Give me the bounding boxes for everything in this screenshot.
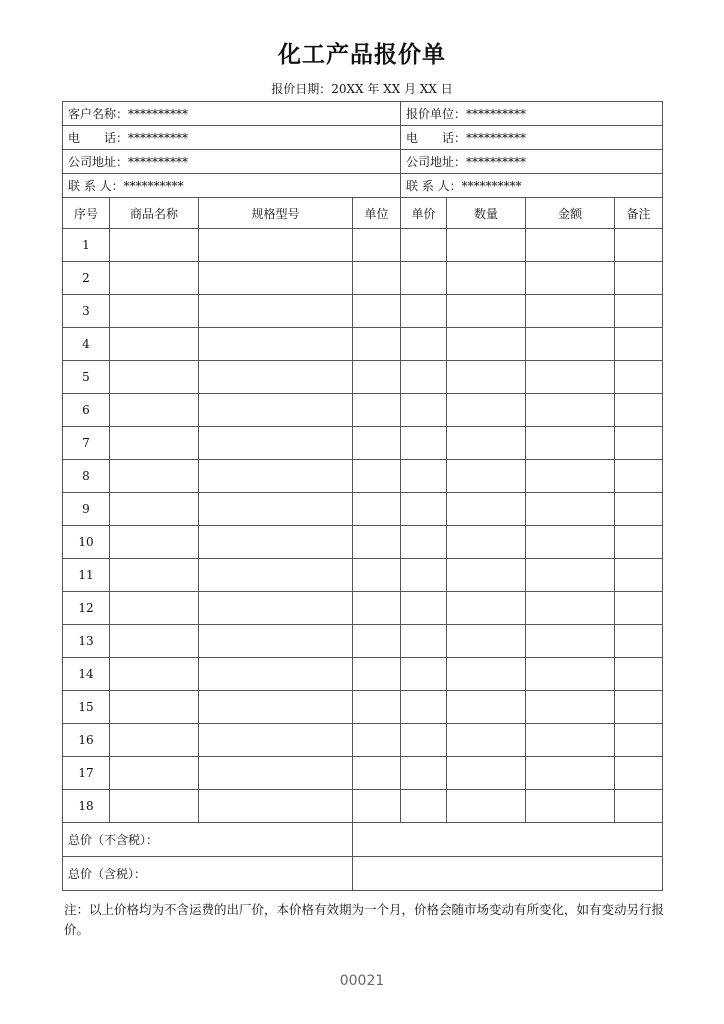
table-cell[interactable] xyxy=(526,526,615,559)
table-cell[interactable] xyxy=(353,790,401,823)
table-cell[interactable] xyxy=(110,559,199,592)
table-cell[interactable] xyxy=(401,295,447,328)
row-number: 16 xyxy=(63,724,110,757)
table-cell[interactable] xyxy=(401,361,447,394)
row-number: 17 xyxy=(63,757,110,790)
table-cell[interactable] xyxy=(526,460,615,493)
table-cell[interactable] xyxy=(110,592,199,625)
info-row xyxy=(63,126,663,150)
quoter-address-field: 公司地址：********** xyxy=(401,150,663,174)
quoting-company-field: 报价单位：********** xyxy=(401,102,663,126)
table-row xyxy=(63,526,663,559)
table-cell[interactable] xyxy=(110,427,199,460)
table-cell[interactable] xyxy=(615,625,663,658)
table-cell[interactable] xyxy=(353,361,401,394)
table-cell[interactable] xyxy=(353,526,401,559)
table-cell[interactable] xyxy=(526,691,615,724)
column-header: 规格型号 xyxy=(199,198,353,229)
table-cell[interactable] xyxy=(447,526,526,559)
table-cell[interactable] xyxy=(353,295,401,328)
table-row xyxy=(63,625,663,658)
table-cell[interactable] xyxy=(401,592,447,625)
row-number: 9 xyxy=(63,493,110,526)
table-cell[interactable] xyxy=(447,328,526,361)
table-cell[interactable] xyxy=(615,559,663,592)
table-row xyxy=(63,328,663,361)
table-cell[interactable] xyxy=(447,592,526,625)
column-header: 单位 xyxy=(353,198,401,229)
table-cell[interactable] xyxy=(526,790,615,823)
table-cell[interactable] xyxy=(526,262,615,295)
table-cell[interactable] xyxy=(199,625,353,658)
table-cell[interactable] xyxy=(199,592,353,625)
row-number: 4 xyxy=(63,328,110,361)
row-number: 2 xyxy=(63,262,110,295)
customer-name-field: 客户名称：********** xyxy=(63,102,401,126)
row-number: 14 xyxy=(63,658,110,691)
table-cell[interactable] xyxy=(526,328,615,361)
table-cell[interactable] xyxy=(110,757,199,790)
row-number: 18 xyxy=(63,790,110,823)
quoter-contact-field: 联 系 人：********** xyxy=(401,174,663,198)
table-cell[interactable] xyxy=(401,724,447,757)
table-cell[interactable] xyxy=(615,229,663,262)
table-cell[interactable] xyxy=(447,658,526,691)
table-cell[interactable] xyxy=(401,559,447,592)
table-cell[interactable] xyxy=(199,790,353,823)
table-cell[interactable] xyxy=(199,460,353,493)
table-cell[interactable] xyxy=(526,229,615,262)
table-body xyxy=(63,102,663,891)
info-row xyxy=(63,102,663,126)
table-cell[interactable] xyxy=(199,328,353,361)
table-cell[interactable] xyxy=(199,724,353,757)
table-cell[interactable] xyxy=(110,262,199,295)
customer-phone-field: 电 话：********** xyxy=(63,126,401,150)
row-number: 12 xyxy=(63,592,110,625)
table-cell[interactable] xyxy=(447,427,526,460)
table-cell[interactable] xyxy=(353,559,401,592)
table-cell[interactable] xyxy=(615,493,663,526)
table-cell[interactable] xyxy=(110,460,199,493)
table-cell[interactable] xyxy=(401,262,447,295)
table-cell[interactable] xyxy=(353,625,401,658)
table-cell[interactable] xyxy=(401,328,447,361)
table-cell[interactable] xyxy=(353,691,401,724)
table-cell[interactable] xyxy=(447,493,526,526)
quoter-phone-field: 电 话：********** xyxy=(401,126,663,150)
table-cell[interactable] xyxy=(353,427,401,460)
table-cell[interactable] xyxy=(353,724,401,757)
table-cell[interactable] xyxy=(353,460,401,493)
table-row xyxy=(63,757,663,790)
table-cell[interactable] xyxy=(401,658,447,691)
table-cell[interactable] xyxy=(615,262,663,295)
total-incl-tax-value[interactable] xyxy=(353,857,663,891)
row-number: 5 xyxy=(63,361,110,394)
table-cell[interactable] xyxy=(447,361,526,394)
table-cell[interactable] xyxy=(110,790,199,823)
table-cell[interactable] xyxy=(110,361,199,394)
table-cell[interactable] xyxy=(615,460,663,493)
page-number: 00021 xyxy=(339,973,385,989)
column-header: 单价 xyxy=(401,198,447,229)
document-title: 化工产品报价单 xyxy=(278,42,446,68)
table-cell[interactable] xyxy=(401,427,447,460)
table-cell[interactable] xyxy=(615,724,663,757)
table-cell[interactable] xyxy=(615,757,663,790)
table-cell[interactable] xyxy=(526,295,615,328)
table-cell[interactable] xyxy=(615,361,663,394)
table-cell[interactable] xyxy=(110,658,199,691)
table-cell[interactable] xyxy=(526,757,615,790)
table-cell[interactable] xyxy=(615,526,663,559)
table-row xyxy=(63,658,663,691)
table-cell[interactable] xyxy=(401,691,447,724)
table-cell[interactable] xyxy=(110,625,199,658)
table-cell[interactable] xyxy=(615,328,663,361)
table-cell[interactable] xyxy=(110,526,199,559)
total-excl-tax-value[interactable] xyxy=(353,823,663,857)
table-row xyxy=(63,493,663,526)
row-number: 13 xyxy=(63,625,110,658)
total-excl-tax-label: 总价（不含税）： xyxy=(63,823,353,857)
table-cell[interactable] xyxy=(447,625,526,658)
table-cell[interactable] xyxy=(615,427,663,460)
table-cell[interactable] xyxy=(615,394,663,427)
table-cell[interactable] xyxy=(110,493,199,526)
table-cell[interactable] xyxy=(110,394,199,427)
table-cell[interactable] xyxy=(401,460,447,493)
table-cell[interactable] xyxy=(526,361,615,394)
info-row xyxy=(63,174,663,198)
column-header: 序号 xyxy=(63,198,110,229)
column-header-row xyxy=(63,198,663,229)
table-cell[interactable] xyxy=(615,691,663,724)
table-row xyxy=(63,361,663,394)
table-row xyxy=(63,427,663,460)
table-cell[interactable] xyxy=(447,394,526,427)
customer-contact-field: 联 系 人：********** xyxy=(63,174,401,198)
table-cell[interactable] xyxy=(401,493,447,526)
table-cell[interactable] xyxy=(199,361,353,394)
table-cell[interactable] xyxy=(353,757,401,790)
column-header: 备注 xyxy=(615,198,663,229)
table-row xyxy=(63,460,663,493)
row-number: 8 xyxy=(63,460,110,493)
table-row xyxy=(63,262,663,295)
column-header: 商品名称 xyxy=(110,198,199,229)
column-header: 金额 xyxy=(526,198,615,229)
table-cell[interactable] xyxy=(199,493,353,526)
table-cell[interactable] xyxy=(615,790,663,823)
table-cell[interactable] xyxy=(447,295,526,328)
table-cell[interactable] xyxy=(110,724,199,757)
table-cell[interactable] xyxy=(401,757,447,790)
table-cell[interactable] xyxy=(615,592,663,625)
table-cell[interactable] xyxy=(447,460,526,493)
table-row xyxy=(63,691,663,724)
table-cell[interactable] xyxy=(526,625,615,658)
total-incl-tax-label: 总价（含税）： xyxy=(63,857,353,891)
total-excl-tax-row xyxy=(63,823,663,857)
table-cell[interactable] xyxy=(401,625,447,658)
info-row xyxy=(63,150,663,174)
table-row xyxy=(63,229,663,262)
table-cell[interactable] xyxy=(353,262,401,295)
table-row xyxy=(63,559,663,592)
table-cell[interactable] xyxy=(447,790,526,823)
table-cell[interactable] xyxy=(199,295,353,328)
table-cell[interactable] xyxy=(447,262,526,295)
table-cell[interactable] xyxy=(353,658,401,691)
table-cell[interactable] xyxy=(110,691,199,724)
table-cell[interactable] xyxy=(401,790,447,823)
table-cell[interactable] xyxy=(447,757,526,790)
table-cell[interactable] xyxy=(447,724,526,757)
table-cell[interactable] xyxy=(526,592,615,625)
table-cell[interactable] xyxy=(110,328,199,361)
table-cell[interactable] xyxy=(110,229,199,262)
table-cell[interactable] xyxy=(401,526,447,559)
table-cell[interactable] xyxy=(526,427,615,460)
row-number: 6 xyxy=(63,394,110,427)
quote-date: 报价日期：20XX 年 XX 月 XX 日 xyxy=(271,82,453,96)
table-cell[interactable] xyxy=(199,262,353,295)
row-number: 15 xyxy=(63,691,110,724)
table-cell[interactable] xyxy=(110,295,199,328)
table-cell[interactable] xyxy=(199,559,353,592)
table-cell[interactable] xyxy=(615,295,663,328)
table-cell[interactable] xyxy=(526,493,615,526)
table-cell[interactable] xyxy=(526,724,615,757)
row-number: 1 xyxy=(63,229,110,262)
table-row xyxy=(63,394,663,427)
column-header: 数量 xyxy=(447,198,526,229)
table-cell[interactable] xyxy=(526,394,615,427)
table-cell[interactable] xyxy=(401,229,447,262)
table-cell[interactable] xyxy=(353,394,401,427)
table-cell[interactable] xyxy=(526,658,615,691)
quotation-table xyxy=(62,101,663,891)
table-cell[interactable] xyxy=(353,229,401,262)
row-number: 7 xyxy=(63,427,110,460)
table-cell[interactable] xyxy=(199,757,353,790)
row-number: 3 xyxy=(63,295,110,328)
table-cell[interactable] xyxy=(199,427,353,460)
footnote: 注：以上价格均为不含运费的出厂价，本价格有效期为一个月，价格会随市场变动有所变化，如有变动另行报价。 xyxy=(64,902,665,937)
table-cell[interactable] xyxy=(199,394,353,427)
table-row xyxy=(63,592,663,625)
table-cell[interactable] xyxy=(447,559,526,592)
table-cell[interactable] xyxy=(615,658,663,691)
table-cell[interactable] xyxy=(353,592,401,625)
table-cell[interactable] xyxy=(401,394,447,427)
table-row xyxy=(63,790,663,823)
total-incl-tax-row xyxy=(63,857,663,891)
table-cell[interactable] xyxy=(353,493,401,526)
row-number: 11 xyxy=(63,559,110,592)
table-cell[interactable] xyxy=(447,229,526,262)
row-number: 10 xyxy=(63,526,110,559)
table-cell[interactable] xyxy=(526,559,615,592)
table-cell[interactable] xyxy=(447,691,526,724)
table-cell[interactable] xyxy=(199,691,353,724)
customer-address-field: 公司地址：********** xyxy=(63,150,401,174)
table-row xyxy=(63,295,663,328)
table-cell[interactable] xyxy=(199,658,353,691)
table-row xyxy=(63,724,663,757)
table-cell[interactable] xyxy=(199,229,353,262)
table-cell[interactable] xyxy=(353,328,401,361)
table-cell[interactable] xyxy=(199,526,353,559)
